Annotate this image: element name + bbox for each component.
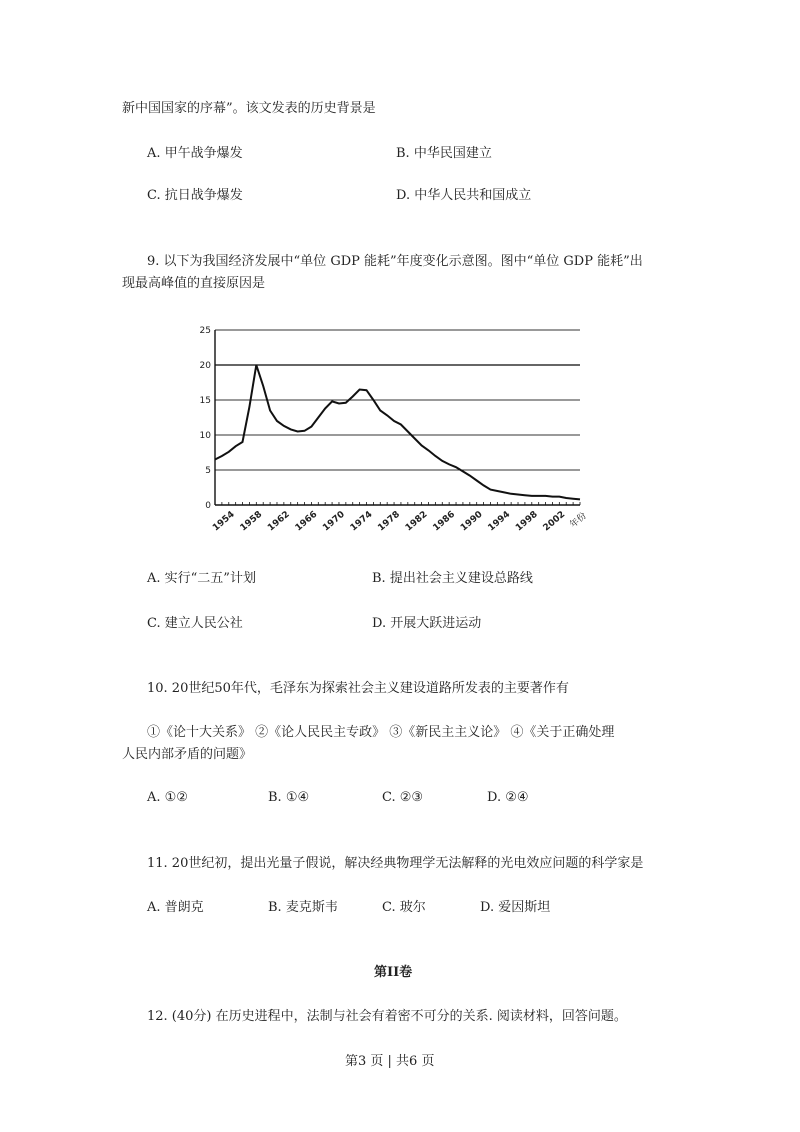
q10-items-line2: 人民内部矛盾的问题》 [122, 747, 253, 762]
q12-stem: 12. (40分) 在历史进程中，法制与社会有着密不可分的关系. 阅读材料，回答问题。 [147, 1009, 627, 1024]
chart-x-tick-label: 1966 [293, 509, 320, 534]
q10-option-c: C. ②③ [382, 790, 424, 805]
chart-x-tick-label: 1958 [238, 509, 265, 534]
q8-stem-tail: 新中国国家的序幕”。该文发表的历史背景是 [122, 101, 376, 116]
q9-option-a: A. 实行“二五”计划 [147, 571, 256, 586]
q10-items-line1: ①《论十大关系》 ②《论人民民主专政》 ③《新民主主义论》 ④《关于正确处理 [147, 725, 615, 740]
q9-option-c: C. 建立人民公社 [147, 616, 243, 631]
chart-grid [215, 330, 580, 505]
chart-x-tick-label: 1954 [211, 509, 237, 534]
chart-y-tick-label: 20 [199, 361, 211, 371]
chart-x-tick-label: 1962 [266, 509, 292, 534]
chart-x-ticks [211, 510, 567, 534]
q10-option-a: A. ①② [147, 790, 188, 805]
chart-y-tick-label: 5 [205, 466, 211, 476]
chart-x-label: 年份 [568, 511, 589, 531]
chart-x-tick-label: 1982 [403, 509, 430, 534]
chart-y-tick-label: 25 [199, 326, 211, 336]
chart-y-tick-label: 10 [199, 431, 211, 441]
q11-option-a: A. 普朗克 [147, 900, 204, 915]
q9-option-b: B. 提出社会主义建设总路线 [372, 571, 533, 586]
chart-y-tick-label: 15 [199, 396, 211, 406]
chart-x-tick-label: 1990 [458, 509, 485, 534]
q10-option-b: B. ①④ [268, 790, 310, 805]
q8-option-d: D. 中华人民共和国成立 [396, 188, 532, 203]
q11-option-d: D. 爱因斯坦 [480, 900, 551, 915]
chart-y-ticks [200, 326, 212, 511]
q10-stem: 10. 20世纪50年代，毛泽东为探索社会主义建设道路所发表的主要著作有 [147, 681, 569, 696]
q8-option-c: C. 抗日战争爆发 [147, 188, 243, 203]
q10-option-d: D. ②④ [487, 790, 529, 805]
chart-x-tick-label: 1974 [348, 509, 375, 534]
chart-x-tick-label: 1978 [376, 509, 402, 534]
chart-x-tick-label: 1998 [514, 509, 540, 534]
q11-option-b: B. 麦克斯韦 [268, 900, 338, 915]
section-title: 第II卷 [374, 965, 413, 980]
chart-x-tick-label: 1994 [486, 509, 513, 534]
gdp-energy-chart [195, 325, 595, 540]
page-footer: 第3 页 | 共6 页 [345, 1054, 435, 1069]
q11-option-c: C. 玻尔 [382, 900, 426, 915]
q9-option-d: D. 开展大跃进运动 [372, 616, 482, 631]
chart-y-tick-label: 0 [205, 501, 211, 511]
chart-x-tick-label: 1970 [321, 509, 347, 534]
q8-option-b: B. 中华民国建立 [396, 146, 492, 161]
chart-x-tick-label: 2002 [541, 509, 568, 534]
chart-series-line [215, 365, 580, 499]
chart-x-tick-label: 1986 [431, 509, 458, 534]
q11-stem: 11. 20世纪初，提出光量子假说，解决经典物理学无法解释的光电效应问题的科学家是 [147, 856, 644, 871]
q9-stem-line1: 9. 以下为我国经济发展中“单位 GDP 能耗”年度变化示意图。图中“单位 GDP 能耗”出 [147, 254, 643, 269]
q8-option-a: A. 甲午战争爆发 [147, 146, 243, 161]
q9-stem-line2: 现最高峰值的直接原因是 [122, 276, 266, 291]
